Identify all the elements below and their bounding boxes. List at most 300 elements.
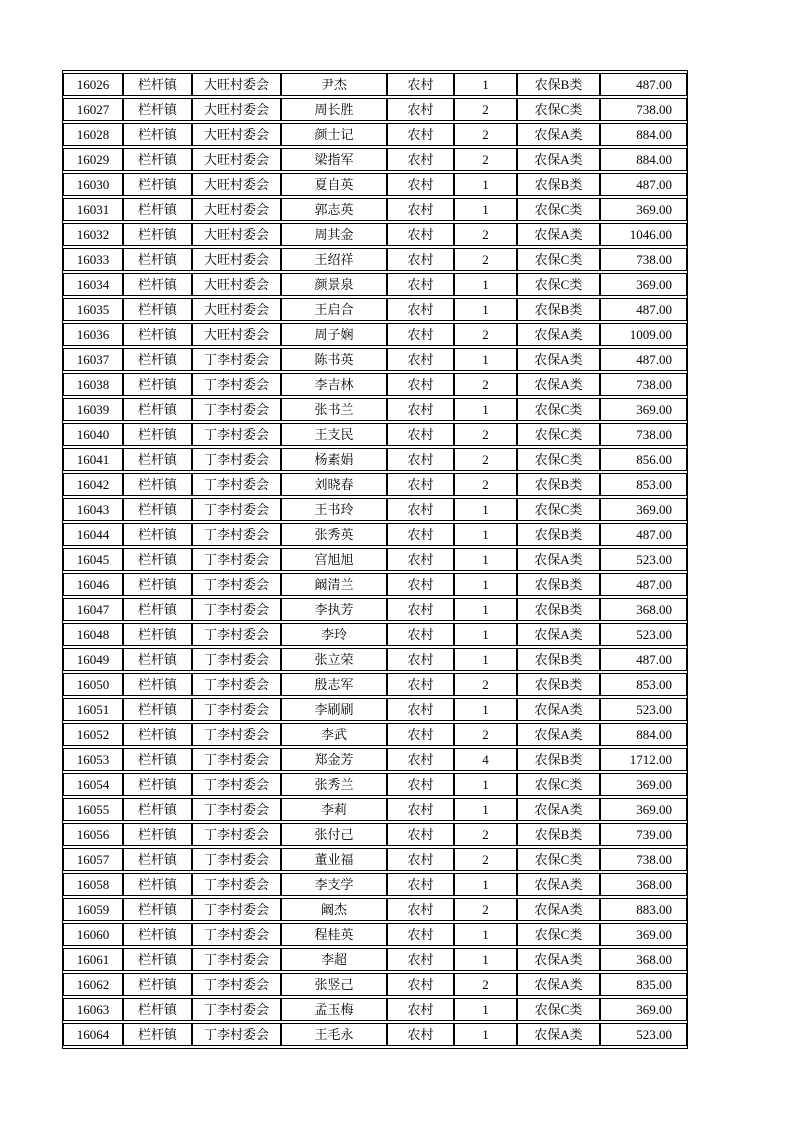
cell-person-count: 1 (454, 998, 517, 1021)
cell-village: 丁李村委会 (192, 998, 281, 1021)
cell-amount: 368.00 (600, 873, 687, 896)
cell-person-count: 2 (454, 98, 517, 121)
cell-insurance-category: 农保A类 (517, 723, 600, 746)
cell-town: 栏杆镇 (123, 448, 192, 471)
cell-person-count: 1 (454, 398, 517, 421)
cell-amount: 738.00 (600, 373, 687, 396)
cell-insurance-category: 农保C类 (517, 498, 600, 521)
cell-name: 周子娴 (281, 323, 387, 346)
cell-name: 郭志英 (281, 198, 387, 221)
cell-town: 栏杆镇 (123, 723, 192, 746)
cell-amount: 853.00 (600, 473, 687, 496)
cell-town: 栏杆镇 (123, 948, 192, 971)
cell-person-count: 2 (454, 673, 517, 696)
cell-village: 大旺村委会 (192, 98, 281, 121)
cell-name: 张竖己 (281, 973, 387, 996)
cell-id: 16049 (63, 648, 123, 671)
table-row (63, 448, 687, 471)
cell-town: 栏杆镇 (123, 523, 192, 546)
cell-village: 丁李村委会 (192, 698, 281, 721)
table-row (63, 398, 687, 421)
cell-insurance-category: 农保A类 (517, 548, 600, 571)
cell-name: 张付己 (281, 823, 387, 846)
cell-name: 程桂英 (281, 923, 387, 946)
cell-household-type: 农村 (387, 98, 454, 121)
cell-household-type: 农村 (387, 498, 454, 521)
cell-name: 王毛永 (281, 1023, 387, 1046)
cell-insurance-category: 农保A类 (517, 698, 600, 721)
cell-amount: 369.00 (600, 923, 687, 946)
cell-household-type: 农村 (387, 1023, 454, 1046)
cell-id: 16037 (63, 348, 123, 371)
cell-town: 栏杆镇 (123, 698, 192, 721)
cell-town: 栏杆镇 (123, 848, 192, 871)
cell-insurance-category: 农保B类 (517, 298, 600, 321)
cell-insurance-category: 农保A类 (517, 323, 600, 346)
cell-person-count: 1 (454, 73, 517, 96)
cell-household-type: 农村 (387, 73, 454, 96)
cell-name: 李执芳 (281, 598, 387, 621)
cell-id: 16060 (63, 923, 123, 946)
cell-town: 栏杆镇 (123, 823, 192, 846)
cell-name: 陈书英 (281, 348, 387, 371)
table-row (63, 423, 687, 446)
cell-id: 16040 (63, 423, 123, 446)
cell-village: 丁李村委会 (192, 573, 281, 596)
cell-name: 李玲 (281, 623, 387, 646)
cell-name: 董业福 (281, 848, 387, 871)
cell-amount: 487.00 (600, 648, 687, 671)
cell-name: 阚清兰 (281, 573, 387, 596)
cell-village: 丁李村委会 (192, 823, 281, 846)
cell-household-type: 农村 (387, 898, 454, 921)
cell-amount: 523.00 (600, 623, 687, 646)
cell-village: 丁李村委会 (192, 723, 281, 746)
cell-name: 孟玉梅 (281, 998, 387, 1021)
cell-name: 郑金芳 (281, 748, 387, 771)
cell-household-type: 农村 (387, 298, 454, 321)
table-row (63, 673, 687, 696)
cell-name: 张秀兰 (281, 773, 387, 796)
cell-insurance-category: 农保A类 (517, 1023, 600, 1046)
cell-amount: 523.00 (600, 698, 687, 721)
cell-name: 刘晓春 (281, 473, 387, 496)
cell-household-type: 农村 (387, 123, 454, 146)
cell-village: 丁李村委会 (192, 923, 281, 946)
cell-household-type: 农村 (387, 798, 454, 821)
cell-town: 栏杆镇 (123, 298, 192, 321)
cell-insurance-category: 农保C类 (517, 773, 600, 796)
cell-id: 16026 (63, 73, 123, 96)
cell-household-type: 农村 (387, 223, 454, 246)
cell-name: 阚杰 (281, 898, 387, 921)
cell-town: 栏杆镇 (123, 173, 192, 196)
cell-name: 王支民 (281, 423, 387, 446)
cell-town: 栏杆镇 (123, 73, 192, 96)
cell-id: 16031 (63, 198, 123, 221)
cell-village: 大旺村委会 (192, 148, 281, 171)
cell-name: 张立荣 (281, 648, 387, 671)
cell-village: 丁李村委会 (192, 473, 281, 496)
cell-id: 16048 (63, 623, 123, 646)
cell-town: 栏杆镇 (123, 773, 192, 796)
cell-town: 栏杆镇 (123, 423, 192, 446)
cell-village: 丁李村委会 (192, 873, 281, 896)
cell-id: 16047 (63, 598, 123, 621)
cell-insurance-category: 农保A类 (517, 123, 600, 146)
cell-person-count: 1 (454, 573, 517, 596)
table-row (63, 823, 687, 846)
table-row (63, 123, 687, 146)
cell-id: 16052 (63, 723, 123, 746)
table-row (63, 848, 687, 871)
cell-name: 李刷刷 (281, 698, 387, 721)
cell-village: 大旺村委会 (192, 298, 281, 321)
cell-village: 丁李村委会 (192, 398, 281, 421)
cell-town: 栏杆镇 (123, 348, 192, 371)
cell-insurance-category: 农保B类 (517, 823, 600, 846)
cell-town: 栏杆镇 (123, 923, 192, 946)
cell-name: 李吉林 (281, 373, 387, 396)
cell-household-type: 农村 (387, 598, 454, 621)
records-table (63, 71, 687, 1048)
cell-id: 16028 (63, 123, 123, 146)
table-row (63, 148, 687, 171)
cell-amount: 487.00 (600, 523, 687, 546)
cell-id: 16063 (63, 998, 123, 1021)
table-row (63, 198, 687, 221)
cell-insurance-category: 农保C类 (517, 998, 600, 1021)
cell-name: 梁指军 (281, 148, 387, 171)
cell-person-count: 1 (454, 523, 517, 546)
cell-insurance-category: 农保A类 (517, 898, 600, 921)
cell-id: 16053 (63, 748, 123, 771)
cell-village: 丁李村委会 (192, 798, 281, 821)
cell-person-count: 1 (454, 548, 517, 571)
table-row (63, 623, 687, 646)
cell-insurance-category: 农保B类 (517, 173, 600, 196)
cell-person-count: 1 (454, 198, 517, 221)
cell-village: 大旺村委会 (192, 323, 281, 346)
cell-amount: 487.00 (600, 298, 687, 321)
cell-name: 李武 (281, 723, 387, 746)
cell-amount: 487.00 (600, 173, 687, 196)
cell-insurance-category: 农保C类 (517, 198, 600, 221)
cell-village: 大旺村委会 (192, 248, 281, 271)
cell-insurance-category: 农保B类 (517, 748, 600, 771)
cell-amount: 738.00 (600, 98, 687, 121)
cell-person-count: 1 (454, 923, 517, 946)
cell-insurance-category: 农保C类 (517, 98, 600, 121)
cell-amount: 369.00 (600, 798, 687, 821)
table-row (63, 223, 687, 246)
cell-insurance-category: 农保B类 (517, 673, 600, 696)
cell-household-type: 农村 (387, 148, 454, 171)
cell-village: 大旺村委会 (192, 73, 281, 96)
cell-household-type: 农村 (387, 623, 454, 646)
cell-household-type: 农村 (387, 373, 454, 396)
cell-village: 丁李村委会 (192, 973, 281, 996)
cell-person-count: 2 (454, 898, 517, 921)
cell-household-type: 农村 (387, 823, 454, 846)
cell-insurance-category: 农保C类 (517, 423, 600, 446)
table-row (63, 348, 687, 371)
cell-village: 丁李村委会 (192, 598, 281, 621)
cell-person-count: 2 (454, 248, 517, 271)
cell-amount: 487.00 (600, 73, 687, 96)
cell-id: 16038 (63, 373, 123, 396)
cell-household-type: 农村 (387, 473, 454, 496)
cell-amount: 884.00 (600, 123, 687, 146)
cell-household-type: 农村 (387, 323, 454, 346)
cell-name: 殷志军 (281, 673, 387, 696)
cell-name: 李莉 (281, 798, 387, 821)
cell-amount: 487.00 (600, 573, 687, 596)
cell-household-type: 农村 (387, 848, 454, 871)
table-row (63, 973, 687, 996)
cell-id: 16057 (63, 848, 123, 871)
table-row (63, 248, 687, 271)
cell-household-type: 农村 (387, 348, 454, 371)
cell-town: 栏杆镇 (123, 598, 192, 621)
table-row (63, 373, 687, 396)
cell-household-type: 农村 (387, 998, 454, 1021)
cell-village: 丁李村委会 (192, 348, 281, 371)
cell-name: 王启合 (281, 298, 387, 321)
cell-insurance-category: 农保B类 (517, 598, 600, 621)
cell-town: 栏杆镇 (123, 748, 192, 771)
cell-household-type: 农村 (387, 723, 454, 746)
cell-insurance-category: 农保A类 (517, 973, 600, 996)
cell-name: 周其金 (281, 223, 387, 246)
cell-village: 丁李村委会 (192, 498, 281, 521)
table-row (63, 548, 687, 571)
cell-person-count: 2 (454, 223, 517, 246)
cell-household-type: 农村 (387, 948, 454, 971)
cell-id: 16035 (63, 298, 123, 321)
cell-village: 大旺村委会 (192, 123, 281, 146)
cell-insurance-category: 农保C类 (517, 398, 600, 421)
records-table-body (63, 73, 687, 1046)
cell-name: 杨素娟 (281, 448, 387, 471)
cell-insurance-category: 农保A类 (517, 348, 600, 371)
cell-amount: 884.00 (600, 148, 687, 171)
cell-id: 16051 (63, 698, 123, 721)
cell-village: 丁李村委会 (192, 448, 281, 471)
cell-village: 丁李村委会 (192, 848, 281, 871)
cell-id: 16044 (63, 523, 123, 546)
cell-amount: 368.00 (600, 948, 687, 971)
cell-household-type: 农村 (387, 673, 454, 696)
cell-town: 栏杆镇 (123, 323, 192, 346)
cell-amount: 369.00 (600, 273, 687, 296)
cell-person-count: 2 (454, 473, 517, 496)
cell-town: 栏杆镇 (123, 198, 192, 221)
cell-id: 16042 (63, 473, 123, 496)
table-row (63, 73, 687, 96)
cell-person-count: 1 (454, 623, 517, 646)
cell-insurance-category: 农保B类 (517, 523, 600, 546)
cell-id: 16034 (63, 273, 123, 296)
cell-name: 李超 (281, 948, 387, 971)
table-row (63, 173, 687, 196)
cell-household-type: 农村 (387, 923, 454, 946)
cell-town: 栏杆镇 (123, 98, 192, 121)
cell-insurance-category: 农保A类 (517, 798, 600, 821)
cell-amount: 487.00 (600, 348, 687, 371)
cell-insurance-category: 农保A类 (517, 373, 600, 396)
cell-person-count: 2 (454, 448, 517, 471)
cell-insurance-category: 农保A类 (517, 623, 600, 646)
cell-id: 16055 (63, 798, 123, 821)
cell-name: 宫旭旭 (281, 548, 387, 571)
cell-id: 16056 (63, 823, 123, 846)
cell-person-count: 2 (454, 148, 517, 171)
cell-village: 丁李村委会 (192, 673, 281, 696)
cell-amount: 884.00 (600, 723, 687, 746)
table-row (63, 648, 687, 671)
cell-town: 栏杆镇 (123, 898, 192, 921)
table-row (63, 523, 687, 546)
cell-insurance-category: 农保C类 (517, 273, 600, 296)
cell-person-count: 2 (454, 123, 517, 146)
cell-town: 栏杆镇 (123, 373, 192, 396)
cell-amount: 1712.00 (600, 748, 687, 771)
cell-insurance-category: 农保C类 (517, 923, 600, 946)
cell-id: 16029 (63, 148, 123, 171)
cell-household-type: 农村 (387, 398, 454, 421)
cell-insurance-category: 农保A类 (517, 148, 600, 171)
cell-amount: 835.00 (600, 973, 687, 996)
cell-person-count: 2 (454, 373, 517, 396)
table-row (63, 323, 687, 346)
cell-village: 大旺村委会 (192, 273, 281, 296)
cell-amount: 1009.00 (600, 323, 687, 346)
cell-village: 丁李村委会 (192, 523, 281, 546)
cell-household-type: 农村 (387, 548, 454, 571)
table-row (63, 898, 687, 921)
cell-household-type: 农村 (387, 273, 454, 296)
table-row (63, 773, 687, 796)
cell-person-count: 2 (454, 823, 517, 846)
table-row (63, 923, 687, 946)
table-row (63, 698, 687, 721)
cell-village: 丁李村委会 (192, 373, 281, 396)
cell-insurance-category: 农保C类 (517, 848, 600, 871)
cell-person-count: 1 (454, 173, 517, 196)
cell-town: 栏杆镇 (123, 123, 192, 146)
cell-household-type: 农村 (387, 248, 454, 271)
cell-village: 大旺村委会 (192, 223, 281, 246)
cell-village: 丁李村委会 (192, 423, 281, 446)
cell-household-type: 农村 (387, 648, 454, 671)
cell-amount: 856.00 (600, 448, 687, 471)
cell-id: 16027 (63, 98, 123, 121)
cell-amount: 523.00 (600, 1023, 687, 1046)
cell-id: 16064 (63, 1023, 123, 1046)
table-row (63, 573, 687, 596)
cell-person-count: 1 (454, 773, 517, 796)
cell-id: 16061 (63, 948, 123, 971)
cell-town: 栏杆镇 (123, 798, 192, 821)
cell-id: 16032 (63, 223, 123, 246)
table-row (63, 723, 687, 746)
cell-amount: 368.00 (600, 598, 687, 621)
cell-village: 大旺村委会 (192, 173, 281, 196)
cell-insurance-category: 农保A类 (517, 873, 600, 896)
cell-name: 李支学 (281, 873, 387, 896)
cell-id: 16062 (63, 973, 123, 996)
cell-insurance-category: 农保C类 (517, 248, 600, 271)
cell-name: 张书兰 (281, 398, 387, 421)
cell-village: 大旺村委会 (192, 198, 281, 221)
cell-household-type: 农村 (387, 573, 454, 596)
cell-village: 丁李村委会 (192, 548, 281, 571)
cell-town: 栏杆镇 (123, 973, 192, 996)
cell-household-type: 农村 (387, 773, 454, 796)
cell-amount: 738.00 (600, 423, 687, 446)
cell-household-type: 农村 (387, 973, 454, 996)
cell-person-count: 2 (454, 848, 517, 871)
cell-household-type: 农村 (387, 448, 454, 471)
cell-person-count: 2 (454, 973, 517, 996)
cell-id: 16045 (63, 548, 123, 571)
cell-amount: 523.00 (600, 548, 687, 571)
cell-amount: 369.00 (600, 198, 687, 221)
cell-id: 16039 (63, 398, 123, 421)
table-row (63, 873, 687, 896)
cell-village: 丁李村委会 (192, 648, 281, 671)
cell-id: 16058 (63, 873, 123, 896)
cell-name: 张秀英 (281, 523, 387, 546)
cell-person-count: 4 (454, 748, 517, 771)
cell-town: 栏杆镇 (123, 248, 192, 271)
cell-id: 16059 (63, 898, 123, 921)
cell-town: 栏杆镇 (123, 223, 192, 246)
cell-id: 16046 (63, 573, 123, 596)
cell-household-type: 农村 (387, 748, 454, 771)
cell-id: 16041 (63, 448, 123, 471)
cell-name: 尹杰 (281, 73, 387, 96)
cell-village: 丁李村委会 (192, 623, 281, 646)
cell-person-count: 1 (454, 948, 517, 971)
cell-village: 丁李村委会 (192, 773, 281, 796)
cell-household-type: 农村 (387, 698, 454, 721)
cell-town: 栏杆镇 (123, 573, 192, 596)
cell-town: 栏杆镇 (123, 548, 192, 571)
cell-household-type: 农村 (387, 423, 454, 446)
cell-person-count: 1 (454, 1023, 517, 1046)
cell-id: 16043 (63, 498, 123, 521)
cell-person-count: 1 (454, 298, 517, 321)
cell-name: 颜景泉 (281, 273, 387, 296)
cell-town: 栏杆镇 (123, 498, 192, 521)
cell-id: 16033 (63, 248, 123, 271)
cell-amount: 369.00 (600, 398, 687, 421)
cell-insurance-category: 农保B类 (517, 473, 600, 496)
cell-town: 栏杆镇 (123, 473, 192, 496)
table-row (63, 948, 687, 971)
cell-name: 王书玲 (281, 498, 387, 521)
table-row (63, 273, 687, 296)
cell-town: 栏杆镇 (123, 1023, 192, 1046)
table-row (63, 998, 687, 1021)
table-row (63, 98, 687, 121)
cell-amount: 369.00 (600, 498, 687, 521)
table-row (63, 748, 687, 771)
cell-village: 丁李村委会 (192, 748, 281, 771)
cell-person-count: 2 (454, 323, 517, 346)
